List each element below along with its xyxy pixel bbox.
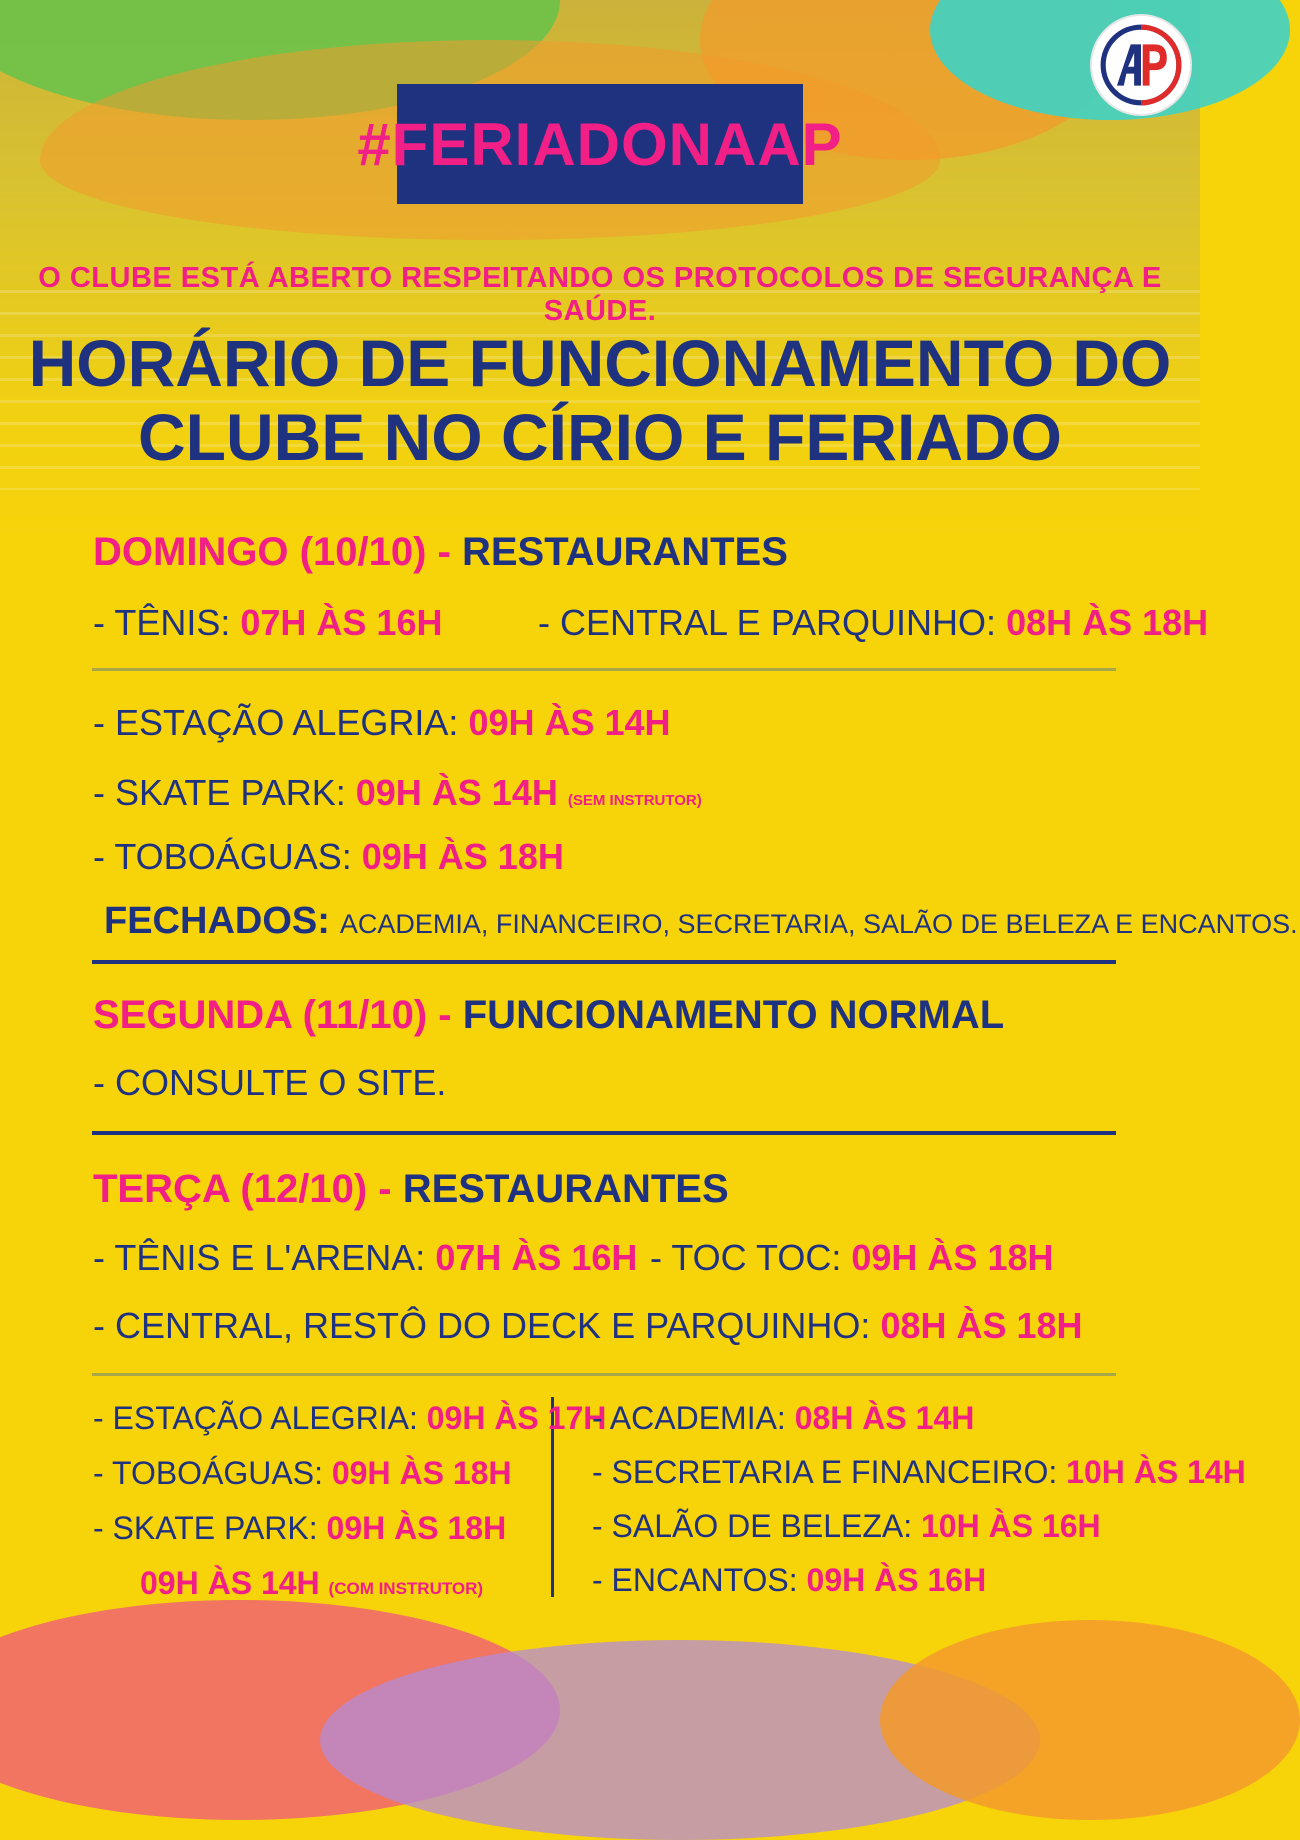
sunday-tenis [93,602,442,644]
closed-label: FECHADOS: [104,900,330,942]
sunday-estacao [93,702,671,744]
skate-time: 09H ÀS 14H [355,772,558,813]
tenis-label: - TÊNIS E L'ARENA: [93,1237,426,1278]
skate-time: 09H ÀS 18H [326,1510,507,1546]
divider [92,668,1116,671]
sunday-toboaguas [93,836,564,878]
tuesday-tenis [93,1237,637,1279]
central-label: - CENTRAL, RESTÔ DO DECK E PARQUINHO: [93,1305,871,1346]
tuesday-skate-instructor [140,1565,483,1602]
central-time: 08H ÀS 18H [880,1305,1083,1346]
tuesday-toboaguas [93,1455,512,1492]
toctoc-label: - TOC TOC: [650,1237,842,1278]
tuesday-central [93,1305,1083,1347]
monday-topic: FUNCIONAMENTO NORMAL [462,993,1005,1037]
skate-label: - SKATE PARK: [93,1510,318,1546]
divider [92,960,1116,964]
estacao-time: 09H ÀS 14H [468,702,671,743]
salao-time: 10H ÀS 16H [921,1508,1101,1544]
tuesday-salao [592,1508,1101,1545]
tuesday-skate [93,1510,506,1547]
hashtag-banner [357,84,843,204]
central-time: 08H ÀS 18H [1006,602,1209,643]
tuesday-encantos [592,1562,986,1599]
skate-label: - SKATE PARK: [93,772,346,813]
toboaguas-time: 09H ÀS 18H [361,836,564,877]
toctoc-time: 09H ÀS 18H [851,1237,1054,1278]
tuesday-topic: RESTAURANTES [402,1167,729,1211]
encantos-time: 09H ÀS 16H [806,1562,987,1598]
skate-note: (COM INSTRUTOR) [328,1579,484,1598]
sunday-skate [93,772,702,814]
closed-list: ACADEMIA, FINANCEIRO, SECRETARIA, SALÃO DE BELEZA E ENCANTOS. [339,909,1298,939]
tuesday-day: TERÇA (12/10) - [93,1167,392,1211]
encantos-label: - ENCANTOS: [592,1562,798,1598]
academia-time: 08H ÀS 14H [794,1400,975,1436]
toboaguas-label: - TOBOÁGUAS: [93,836,352,877]
divider [92,1373,1116,1376]
toboaguas-time: 09H ÀS 18H [331,1455,512,1491]
academia-label: - ACADEMIA: [592,1400,786,1436]
tuesday-estacao [93,1400,606,1437]
hashtag-text: #FERIADONAAP [357,110,843,178]
skate-time-2: 09H ÀS 14H [140,1565,320,1601]
title-line-2: CLUBE NO CÍRIO E FERIADO [137,400,1063,474]
ap-logo [1092,16,1190,114]
estacao-label: - ESTAÇÃO ALEGRIA: [93,702,459,743]
tuesday-heading [93,1167,729,1212]
page-title [0,326,1200,474]
monday-day: SEGUNDA (11/10) - [93,993,452,1037]
tenis-time: 07H ÀS 16H [240,602,443,643]
salao-label: - SALÃO DE BELEZA: [592,1508,913,1544]
sunday-day: DOMINGO (10/10) - [93,530,451,574]
monday-heading [93,993,1004,1038]
title-line-1: HORÁRIO DE FUNCIONAMENTO DO [28,326,1172,400]
tuesday-toctoc [650,1237,1054,1279]
tuesday-secretaria [592,1454,1246,1491]
tuesday-academia [592,1400,974,1437]
toboaguas-label: - TOBOÁGUAS: [93,1455,323,1491]
skate-note: (SEM INSTRUTOR) [567,792,702,809]
sunday-closed [104,900,1298,943]
divider [92,1131,1116,1135]
estacao-time: 09H ÀS 17H [426,1400,607,1436]
estacao-label: - ESTAÇÃO ALEGRIA: [93,1400,418,1436]
secretaria-time: 10H ÀS 14H [1066,1454,1246,1490]
secretaria-label: - SECRETARIA E FINANCEIRO: [592,1454,1058,1490]
sunday-heading [93,530,788,575]
monday-text: - CONSULTE O SITE. [93,1062,447,1103]
tenis-label: - TÊNIS: [93,602,231,643]
safety-notice: O CLUBE ESTÁ ABERTO RESPEITANDO OS PROTOCOLOS DE SEGURANÇA E SAÚDE. [38,262,1162,327]
sunday-central [538,602,1208,644]
sunday-topic: RESTAURANTES [461,530,788,574]
central-label: - CENTRAL E PARQUINHO: [538,602,997,643]
tenis-time: 07H ÀS 16H [435,1237,638,1278]
ap-logo-icon [1098,22,1184,108]
orange-blob-decoration [880,1620,1300,1820]
